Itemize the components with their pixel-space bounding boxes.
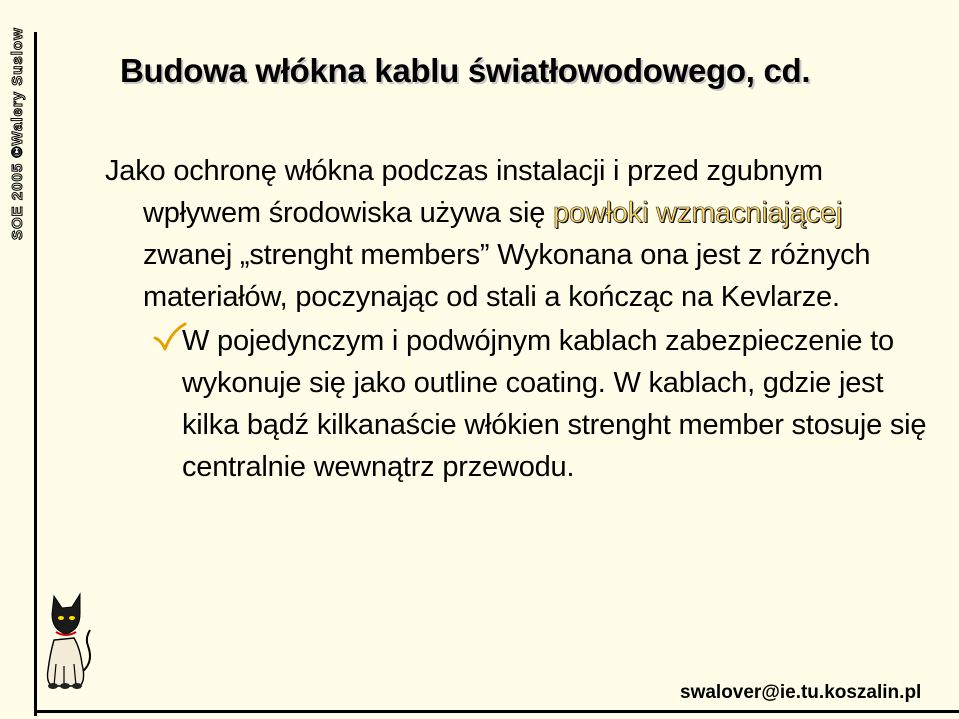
- footer-email: swalover@ie.tu.koszalin.pl: [680, 682, 922, 703]
- highlighted-term: powłoki wzmacniającej: [553, 197, 843, 229]
- bullet-text: W pojedynczym i podwójnym kablach zabezpieczenie to wykonuje się jako outline coating. W kablach, gdzie jest kilka bądź kilkanaście włókien strenght member stosuje się centralnie wewnątrz przewodu.: [182, 325, 927, 483]
- cat-illustration: [38, 580, 94, 692]
- left-border-line: [34, 32, 37, 716]
- slide-body: [105, 150, 935, 488]
- slide-title: Budowa włókna kablu światłowodowego, cd.: [120, 52, 811, 89]
- intro-text-part2: zwanej „strenght members” Wykonana ona jest z różnych materiałów, poczynając od stali a kończąc na Kevlarze.: [143, 239, 871, 313]
- intro-paragraph: [105, 150, 935, 318]
- checkmark-icon: [153, 322, 187, 352]
- bullet-item: [105, 320, 935, 488]
- copyright-sidebar-text: SOE 2005 ©Walery Suslow: [9, 27, 26, 240]
- intro-text-part1: Jako ochronę włókna podczas instalacji i przed zgubnym wpływem środowiska używa się: [105, 155, 823, 229]
- bottom-border-line: [34, 710, 959, 713]
